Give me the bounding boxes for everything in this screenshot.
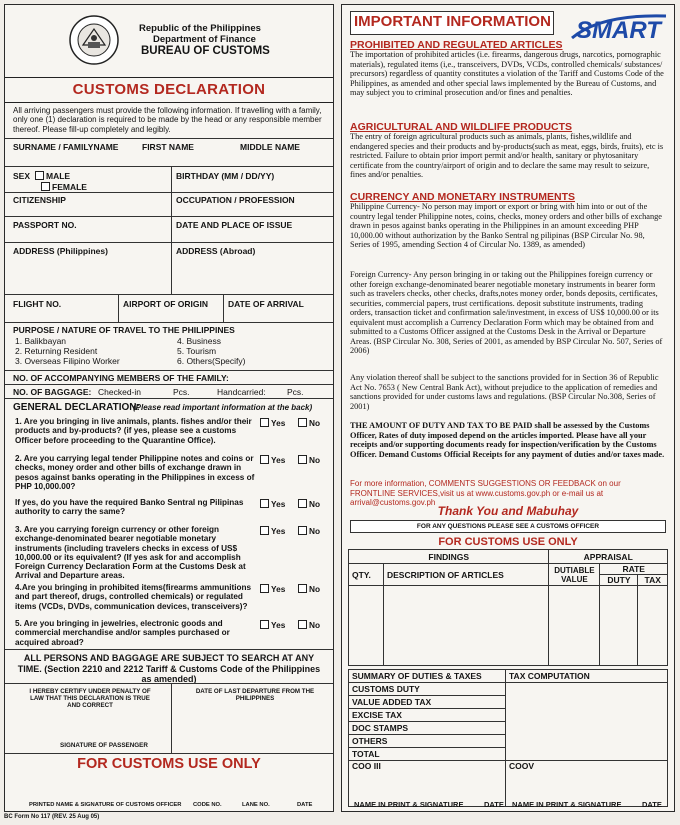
- address-abroad-label: ADDRESS (Abroad): [176, 246, 256, 256]
- customs-table-title: FOR CUSTOMS USE ONLY: [438, 536, 578, 548]
- findings-header: FINDINGS: [349, 550, 549, 564]
- pcs-label: Pcs.: [173, 387, 190, 397]
- republic-line: Republic of the Philippines: [139, 23, 261, 34]
- summary-row-coo: COO III: [349, 761, 506, 807]
- summary-row-total: TOTAL: [349, 748, 506, 761]
- dutiable-header: DUTIABLE VALUE: [549, 564, 600, 586]
- q1-yes[interactable]: Yes: [260, 418, 285, 428]
- q2b-yes[interactable]: Yes: [260, 499, 285, 509]
- tax-cell[interactable]: [638, 586, 668, 666]
- form-number: BC Form No 117 (REV. 25 Aug 05): [4, 814, 100, 820]
- date-label: DATE: [297, 802, 313, 808]
- purpose-option-2[interactable]: 2. Returning Resident: [15, 346, 98, 356]
- qty-cell[interactable]: [349, 586, 384, 666]
- pcs2-label: Pcs.: [287, 387, 304, 397]
- prohibited-title: PROHIBITED AND REGULATED ARTICLES: [350, 39, 563, 51]
- male-checkbox[interactable]: [35, 171, 44, 180]
- sex-label: SEX: [13, 171, 31, 181]
- summary-table: [348, 669, 668, 807]
- q3-no[interactable]: No: [298, 526, 320, 536]
- description-header: DESCRIPTION OF ARTICLES: [384, 564, 549, 586]
- female-checkbox[interactable]: [41, 182, 50, 191]
- findings-table: [348, 549, 668, 666]
- male-option[interactable]: [35, 171, 70, 181]
- q5-yes[interactable]: Yes: [260, 620, 285, 630]
- agri-title: AGRICULTURAL AND WILDLIFE PRODUCTS: [350, 121, 573, 133]
- currency-title: CURRENCY AND MONETARY INSTRUMENTS: [350, 191, 575, 203]
- tax-header: TAX: [638, 575, 668, 586]
- summary-row-excise: EXCISE TAX: [349, 709, 506, 722]
- currency-text-1: Philippine Currency- No person may import or export or bring with him into or out of the country legal tender Philippine notes, coins, checks, money orders and other bills of exchange drawn in pesos against banks operating in the Philippines in an amount exceeding PHP 10,000.00 without authorization by the Banko Sentral ng pilipinas (BSP Circular No. 98, Series of 1995, amending Section 4 of Circular No. 1389, as amended): [350, 202, 662, 249]
- issue-label: DATE AND PLACE OF ISSUE: [176, 220, 293, 230]
- form-title: CUSTOMS DECLARATION: [72, 81, 266, 98]
- qty-header: QTY.: [349, 564, 384, 586]
- middle-name-label: MIDDLE NAME: [240, 142, 300, 152]
- smart-logo: [570, 10, 668, 44]
- officer-signature-label: PRINTED NAME & SIGNATURE OF CUSTOMS OFFICER: [29, 802, 182, 808]
- name-sig-1: NAME IN PRINT & SIGNATURE: [354, 800, 464, 809]
- tax-computation-header: TAX COMPUTATION: [506, 670, 668, 683]
- purpose-option-6[interactable]: 6. Others(Specify): [177, 356, 246, 366]
- customs-use-left: FOR CUSTOMS USE ONLY: [77, 756, 261, 772]
- q2-yes[interactable]: Yes: [260, 455, 285, 465]
- q2b-no[interactable]: No: [298, 499, 320, 509]
- citizenship-label: CITIZENSHIP: [13, 195, 66, 205]
- more-info[interactable]: For more information, COMMENTS SUGGESTIONS OR FEEDBACK on our FRONTLINE SERVICES,visit us at www.customs.gov.ph or e-mail us at arrival@customs.gov.ph: [350, 479, 621, 507]
- name-sig-2: NAME IN PRINT & SIGNATURE: [512, 800, 622, 809]
- question-2b: If yes, do you have the required Banko Sentral ng Pilipinas authority to carry the same?: [15, 498, 244, 517]
- question-4: 4.Are you bringing in prohibited items(firearms ammunitions and part thereof, drugs, controlled chemicals) or regulated items (VCDs, DVDs, communication devices, transceivers)?: [15, 583, 252, 611]
- question-5: 5. Are you bringing in jewelries, electronic goods and commercial merchandise and/or samples purchased or acquired abroad?: [15, 619, 230, 647]
- description-cell[interactable]: [384, 586, 549, 666]
- checked-in-label: Checked-in: [98, 387, 141, 397]
- occupation-label: OCCUPATION / PROFESSION: [176, 195, 295, 205]
- last-departure-label: DATE OF LAST DEPARTURE FROM THE PHILIPPINES: [195, 688, 315, 702]
- currency-text-2: Foreign Currency- Any person bringing in or taking out the Philippines foreign currency or other foreign exchange-denominated bearer negotiable monetary instruments in bearer form such as travelers checks, other checks, drafts,notes money order, bonds deposits, certificates, securities, commercial papers, trust certifications. deposit substitute instruments, trading orders, transaction ticket and confirmation sale/investment, in excess of US$ 10,000.00 or its equivalent must accomplish a Currency Declaration Form which may be obtained from and submitted to a Customs Officer assigned at the Customs Desk in the Arrival or Departure Areas. (BSP Circular No. 308, Series of 2001, as amended by BSP Circular No. 507, Series of 2006): [350, 270, 663, 355]
- prohibited-text: The importation of prohibited articles (i.e. firearms, dangerous drugs, narcotics, pornographic materials), regulated items (i,e., transceivers, DVDs, VCDs, controlled chemicals/ substances/ precursors) regardless of quantity constitutes a violation of the Tariff and Customs Code of the Philippines, as amended and other special laws implemented by the Bureau of Customs, and may subject you to criminal prosecution and/or fines and penalties.: [350, 50, 664, 97]
- summary-row-others: OTHERS: [349, 735, 506, 748]
- first-name-label: FIRST NAME: [142, 142, 194, 152]
- general-note: (Please read important information at the back): [133, 403, 313, 412]
- q4-no[interactable]: No: [298, 584, 320, 594]
- summary-header: SUMMARY OF DUTIES & TAXES: [349, 670, 506, 683]
- baggage-row: [5, 384, 333, 399]
- purpose-option-5[interactable]: 5. Tourism: [177, 346, 217, 356]
- rate-header: RATE: [600, 564, 668, 575]
- summary-row-vat: VALUE ADDED TAX: [349, 696, 506, 709]
- purpose-option-1[interactable]: 1. Balikbayan: [15, 336, 67, 346]
- duty-text: THE AMOUNT OF DUTY AND TAX TO BE PAID shall be assessed by the Customs Officer, Rates of duty imposed depend on the articles imported. Please have all your receipts and/or supporting documents ready for inspection/verification by the Customs Officer. Demand Customs Official Receipts for any payment of duties and/or taxes made.: [350, 421, 665, 459]
- purpose-title: PURPOSE / NATURE OF TRAVEL TO THE PHILIPPINES: [13, 325, 235, 335]
- passport-row: [5, 216, 333, 243]
- lane-no-label: LANE NO.: [242, 802, 270, 808]
- name-row: [5, 138, 333, 167]
- purpose-section: [5, 322, 333, 371]
- information-panel: [341, 4, 675, 812]
- purpose-option-4[interactable]: 4. Business: [177, 336, 221, 346]
- flight-label: FLIGHT NO.: [13, 299, 62, 309]
- summary-row-customs-duty: CUSTOMS DUTY: [349, 683, 506, 696]
- citizenship-row: [5, 192, 333, 217]
- signature-label: SIGNATURE OF PASSENGER: [60, 742, 148, 749]
- address-row: [5, 242, 333, 295]
- duty-header: DUTY: [600, 575, 638, 586]
- birthday-label: BIRTHDAY (MM / DD/YY): [176, 171, 275, 181]
- duty-cell[interactable]: [600, 586, 638, 666]
- instructions: All arriving passengers must provide the following information. If travelling with a family, only one (1) declaration is required to be made by the head or any responsible member thereof. Please fill-up completely and legibly.: [13, 106, 322, 134]
- purpose-option-3[interactable]: 3. Overseas Filipino Worker: [15, 356, 120, 366]
- bureau-name: BUREAU OF CUSTOMS: [141, 45, 270, 57]
- certify-text: I HEREBY CERTIFY UNDER PENALTY OF LAW THAT THIS DECLARATION IS TRUE AND CORRECT: [29, 688, 151, 709]
- currency-text-3: Any violation thereof shall be subject to the sanctions provided for in Section 36 of Republic Act No. 7653 ( New Central Bank Act), without prejudice to the application of remedies and sanctions provided for under customs laws and regulations. (BSP Circular No.308, Series of 2001): [350, 373, 659, 411]
- dutiable-cell[interactable]: [549, 586, 600, 666]
- code-no-label: CODE NO.: [193, 802, 222, 808]
- surname-label: SURNAME / FAMILYNAME: [13, 142, 119, 152]
- search-notice: ALL PERSONS AND BAGGAGE ARE SUBJECT TO SEARCH AT ANY TIME. (Section 2210 and 2212 Tariff & Customs Code of the Philippines as amended): [17, 653, 321, 684]
- declaration-panel: [4, 4, 334, 812]
- date-1: DATE: [484, 800, 504, 809]
- male-label: MALE: [46, 171, 71, 181]
- passport-label: PASSPORT NO.: [13, 220, 77, 230]
- signature-block: [5, 683, 333, 754]
- sex-birthday-row: [5, 166, 333, 193]
- department-line: Department of Finance: [153, 34, 256, 45]
- smart-logo-text: SMART: [576, 17, 661, 44]
- baggage-label: NO. OF BAGGAGE:: [13, 387, 92, 397]
- coov-label: COOV: [506, 761, 668, 807]
- female-label: FEMALE: [52, 182, 87, 192]
- bureau-seal: [69, 15, 119, 65]
- summary-row-doc-stamps: DOC STAMPS: [349, 722, 506, 735]
- appraisal-header: APPRAISAL: [549, 550, 668, 564]
- question-2: 2. Are you carrying legal tender Philippine notes and coins or checks, money order and other bills of exchange drawn in pesos against banks operating in the Philippines in excess of PHP 10,000.00?: [15, 454, 255, 491]
- q3-yes[interactable]: Yes: [260, 526, 285, 536]
- handcarried-label: Handcarried:: [217, 387, 266, 397]
- tax-computation-area[interactable]: [506, 683, 668, 761]
- q4-yes[interactable]: Yes: [260, 584, 285, 594]
- thanks-text: Thank You and Mabuhay: [437, 504, 579, 518]
- female-option[interactable]: [41, 182, 87, 192]
- agri-text: The entry of foreign agricultural products such as animals, plants, fishes,wildlife and endangered species and their products and by-products(such as meat, eggs, birds, fruits), etc is restricted. Failure to obtain prior import permit and/or health, sanitary or phytosanitary certificate from the country/airport of origin and to declare the same may result to seizure, fines and/or penalties.: [350, 132, 664, 179]
- date-2: DATE: [642, 800, 662, 809]
- general-title: GENERAL DECLARATION:: [13, 402, 140, 413]
- flight-row: [5, 294, 333, 323]
- arrival-label: DATE OF ARRIVAL: [228, 299, 304, 309]
- family-members-label: NO. OF ACCOMPANYING MEMBERS OF THE FAMILY:: [13, 373, 229, 383]
- question-1: 1. Are you bringing in live animals, plants. fishes and/or their products and by-products? (if yes, please see a customs Officer before proceeding to the Quarantine Office).: [15, 417, 252, 445]
- q1-no[interactable]: No: [298, 418, 320, 428]
- question-3: 3. Are you carrying foreign currency or other foreign exchange-denominated bearer negotiable monetary instruments (including travelers checks in excess of US$ 10,000.00 or its equivalent? (If yes ask for and accomplish Foreign Currency Declaration Form at the Customs Desk at Arrival and Departure areas.: [15, 525, 246, 581]
- airport-label: AIRPORT OF ORIGIN: [123, 299, 208, 309]
- questions-banner: FOR ANY QUESTIONS PLEASE SEE A CUSTOMS OFFICER: [350, 520, 666, 533]
- q5-no[interactable]: No: [298, 620, 320, 630]
- q2-no[interactable]: No: [298, 455, 320, 465]
- address-ph-label: ADDRESS (Philippines): [13, 246, 108, 256]
- info-title: IMPORTANT INFORMATION: [354, 13, 551, 30]
